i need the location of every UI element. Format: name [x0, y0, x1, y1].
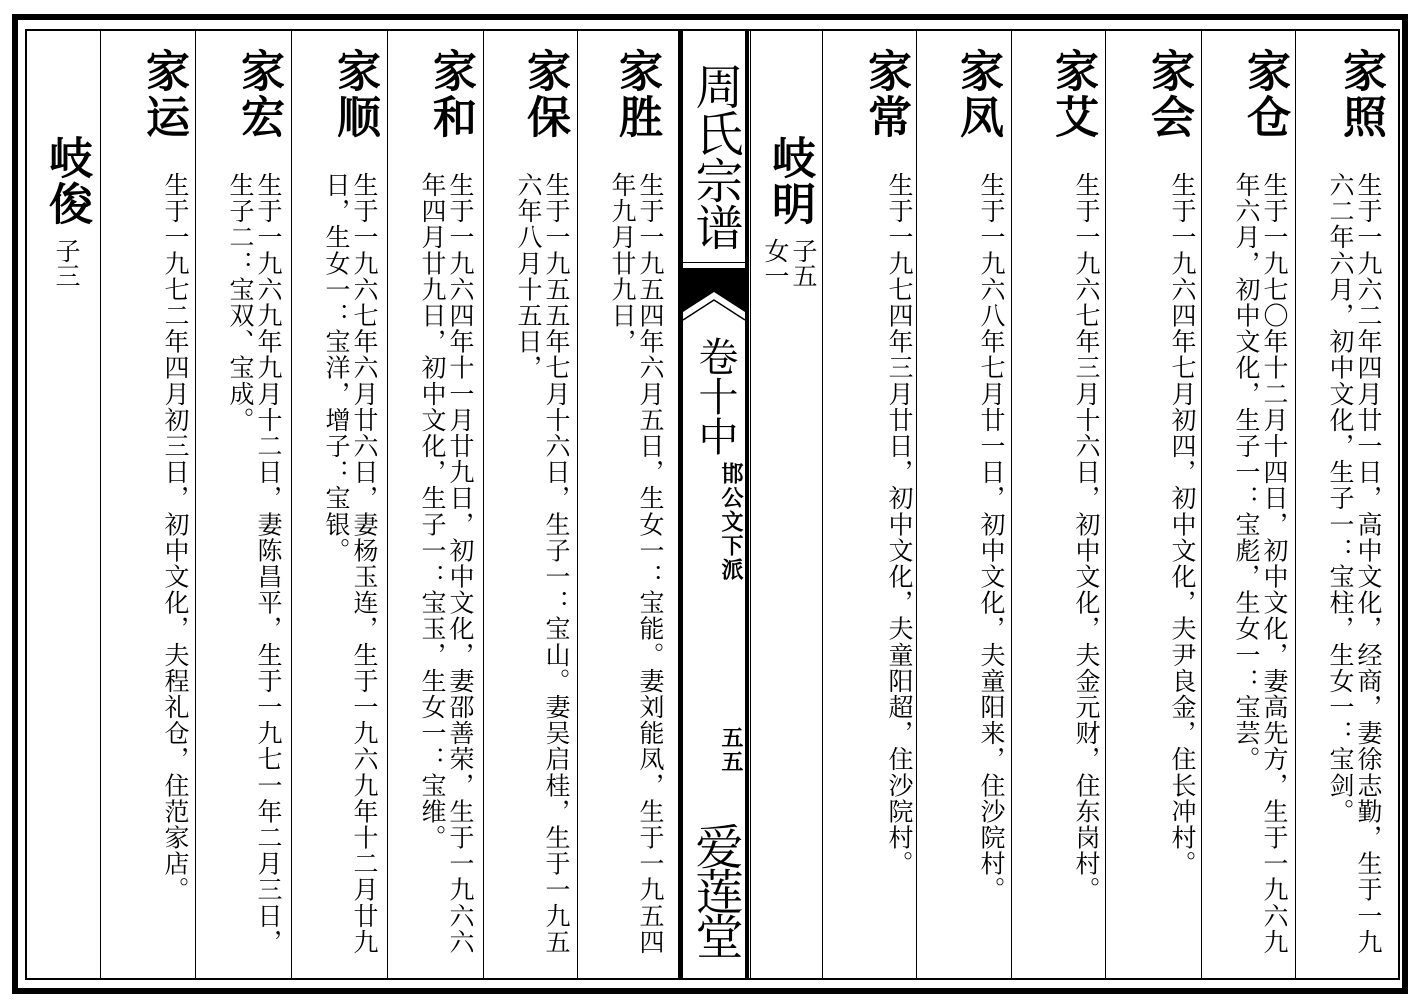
generation-note: 子五 — [789, 238, 818, 288]
member-description: 生于一九六七年六月廿六日，妻杨玉连，生于一九六九年十二月廿九日，生女一：宝洋，增子：宝银。 — [322, 172, 379, 955]
member-description: 生于一九六七年三月十六日，初中文化，夫金元财，住东岗村。 — [1072, 172, 1101, 903]
spine-border-left — [678, 29, 683, 980]
entry-column — [484, 48, 576, 973]
book-title: 周氏宗谱 — [687, 62, 743, 250]
column-divider — [750, 29, 751, 980]
member-description: 生于一九六四年七月初四，初中文化，夫尹良金，住长冲村。 — [1168, 172, 1197, 877]
member-description: 生于一九六八年七月廿一日，初中文化，夫童阳来，住沙院村。 — [977, 172, 1006, 903]
member-description: 生于一九五五年七月十六日，生子一：宝山。妻吴启桂，生于一九五六年八月十五日， — [514, 172, 571, 955]
member-description: 生于一九七〇年十二月十四日，初中文化，妻高先方，生于一九六九年六月，初中文化，生子一：宝彪，生女一：宝芸。 — [1232, 172, 1289, 955]
member-name: 家顺 — [329, 48, 380, 140]
member-name: 家宏 — [233, 48, 284, 140]
member-name: 家常 — [860, 48, 911, 140]
fishtail-ornament — [683, 268, 745, 326]
member-description: 生于一九五四年六月五日，生女一：宝能。妻刘能凤，生于一九五四年九月廿九日， — [608, 172, 665, 955]
entry-column — [388, 48, 482, 973]
member-name: 家仓 — [1239, 48, 1290, 140]
member-description: 生于一九七二年四月初三日，初中文化，夫程礼仓，住范家店。 — [161, 172, 190, 903]
member-name: 家凤 — [952, 48, 1003, 140]
generation-name: 岐明 — [764, 135, 815, 227]
member-description: 生于一九六二年四月廿一日，高中文化，经商，妻徐志勤，生于一九六二年六月，初中文化，生子一：宝柱，生女一：宝剑。 — [1326, 172, 1383, 955]
entry-column — [1202, 48, 1294, 973]
spine-rule — [683, 262, 745, 263]
member-name: 家会 — [1143, 48, 1194, 140]
member-name: 家胜 — [611, 48, 662, 140]
generation-name: 岐俊 — [41, 135, 92, 227]
entry-column — [1106, 48, 1200, 973]
page-number: 五五 — [718, 726, 744, 774]
member-name: 家艾 — [1047, 48, 1098, 140]
entry-column — [1012, 48, 1104, 973]
entry-column — [196, 48, 290, 973]
generation-note: 女一 — [761, 238, 790, 288]
entry-column — [823, 48, 915, 973]
generation-note: 子三 — [52, 238, 81, 288]
entry-column — [101, 48, 194, 973]
entry-column — [578, 48, 676, 973]
member-description: 生于一九六九年九月十二日，妻陈昌平，生于一九七一年二月三日，生子二：宝双、宝成。 — [226, 172, 283, 955]
entry-column — [1296, 48, 1400, 973]
member-name: 家运 — [138, 48, 189, 140]
entry-column — [917, 48, 1010, 973]
member-name: 家保 — [519, 48, 570, 140]
volume-label: 卷十中 — [692, 336, 738, 456]
entry-column — [292, 48, 386, 973]
member-name: 家照 — [1335, 48, 1386, 140]
member-description: 生于一九六四年十一月廿九日，初中文化，妻邵善荣，生于一九六六年四月廿九日，初中文化，生子一：宝玉，生女一：宝维。 — [418, 172, 475, 955]
member-description: 生于一九七四年三月廿日，初中文化，夫童阳超，住沙院村。 — [885, 172, 914, 877]
member-name: 家和 — [425, 48, 476, 140]
branch-label: 邯公文下派 — [718, 462, 744, 582]
hall-name: 爱莲堂 — [687, 822, 743, 957]
